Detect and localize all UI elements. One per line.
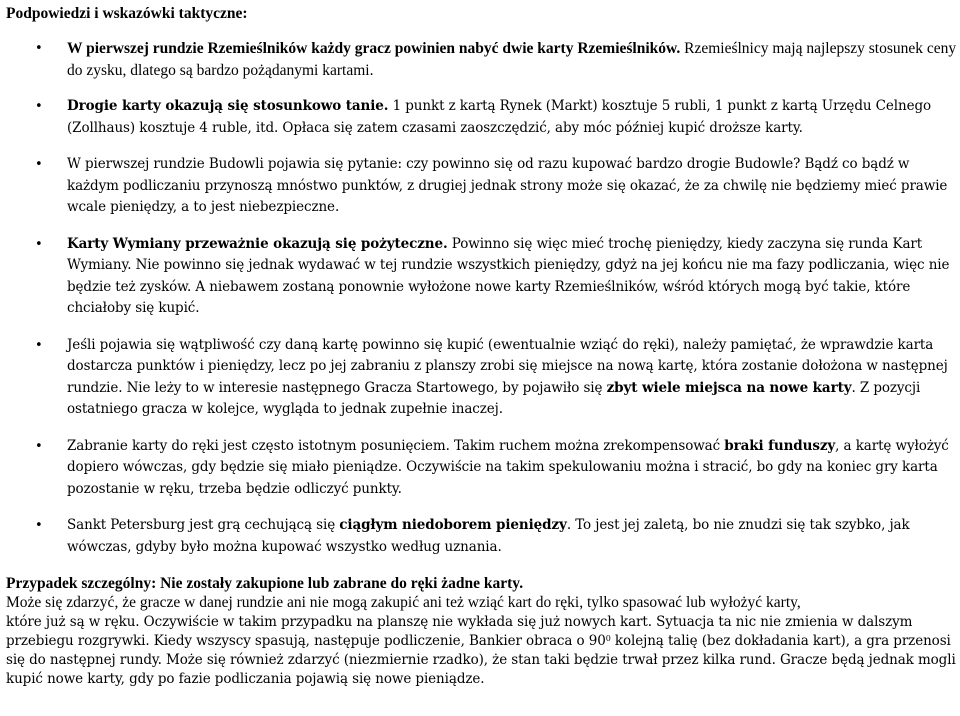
tips-heading: Podpowiedzi i wskazówki taktyczne: [6, 5, 248, 22]
document-page [6, 4, 958, 689]
degree-superscript: 0 [605, 634, 611, 643]
special-case-text-before: które już są w ręku. Oczywiście w takim przypadku na planszę nie wykłada się już nowych kart. Sytuacja ta nic nie zmienia w dalszym przebiegu rozgrywki. Kiedy wszyscy spasują, następuje podliczenie, Bankier obraca o 90 [6, 614, 913, 649]
tip-take-to-hand [6, 436, 958, 501]
special-case-intro: Może się zdarzyć, że gracze w danej rundzie ani nie mogą zakupić ani też wziąć kart do ręki, tylko spasować lub wyłożyć karty, [6, 594, 801, 611]
tip-expensive-cards [6, 96, 958, 139]
tip-text: Powinno się więc mieć trochę pieniędzy, kiedy zaczyna się runda Kart Wymiany. Nie powinno się jednak wydawać w tej rundzie wszystkich pieniędzy, gdyż na jej końcu nie ma fazy podliczania, więc nie będzie też zysków. A niebawem zostaną ponownie wyłożone nowe karty Rzemieślników, wśród których mogą być takie, które chciałoby się kupić. [67, 235, 950, 316]
tip-text: 1 punkt z kartą Rynek (Markt) kosztuje 5 rubli, 1 punkt z kartą Urzędu Celnego (Zollhaus) kosztuje 4 ruble, itd. Opłaca się zatem czasami zaoszczędzić, aby móc później kupić droższe karty. [67, 98, 932, 136]
special-case-heading: Przypadek szczególny: Nie zostały zakupione lub zabrane do ręki żadne karty. [6, 575, 524, 592]
tip-buildings [6, 154, 958, 219]
bullet-icon: • [35, 99, 43, 114]
tip-doubt [6, 335, 958, 421]
tip-text-before: Zabranie karty do ręki jest często istotnym posunięciem. Takim ruchem można zrekompensować [67, 437, 725, 454]
tip-craftsmen [6, 38, 958, 81]
special-case-text-after: kolejną talię (bez dokładania kart), a gra przenosi się do następnej rundy. Może się również zdarzyć (niezmiernie rzadko), że stan taki będzie trwał przez kilka rund. Gracze będą jednak mogli kupić nowe karty, gdy po fazie podliczania pojawią się nowe pieniądze. [6, 633, 956, 687]
special-case-body [6, 593, 958, 689]
tip-bold-mid: braki funduszy [724, 437, 836, 454]
tip-bold-mid: ciągłym niedoborem pieniędzy [339, 517, 567, 533]
tip-text-after: . Z pozycji ostatniego gracza w kolejce, wygląda to jednak zupełnie inaczej. [67, 379, 921, 417]
tip-bold-lead: W pierwszej rundzie Rzemieślników każdy gracz powinien nabyć dwie karty Rzemieślników. [67, 40, 681, 57]
tips-list [6, 38, 958, 558]
bullet-icon: • [35, 41, 43, 56]
tip-bold-mid: zbyt wiele miejsca na nowe karty [606, 379, 852, 396]
bullet-icon: • [35, 438, 43, 454]
tip-exchange [6, 234, 958, 320]
bullet-icon: • [35, 337, 43, 353]
bullet-icon: • [35, 518, 43, 533]
tip-money-shortage [6, 515, 958, 558]
tip-text-after: , a kartę wyłożyć dopiero wówczas, gdy będzie się miało pieniądze. Oczywiście na takim spekulowaniu można i stracić, bo gdy na koniec gry karta pozostanie w ręku, trzeba będzie odliczyć punkty. [67, 437, 949, 497]
tip-text-before: Sankt Petersburg jest grą cechującą się [67, 517, 340, 533]
tip-bold-lead: Drogie karty okazują się stosunkowo tanie. [67, 98, 389, 114]
bullet-icon: • [35, 236, 43, 252]
tip-text-before: Jeśli pojawia się wątpliwość czy daną kartę powinno się kupić (ewentualnie wziąć do ręki), należy pamiętać, że wprawdzie karta dostarcza punktów i pieniędzy, lecz po jej zabraniu z planszy zrobi się miejsce na nową kartę, która zostanie dołożona w następnej rundzie. Nie leży to w interesie następnego Gracza Startowego, by pojawiło się [67, 336, 948, 396]
tip-bold-lead: Karty Wymiany przeważnie okazują się pożyteczne. [67, 235, 448, 252]
bullet-icon: • [35, 157, 43, 172]
tip-text: Rzemieślnicy mają najlepszy stosunek ceny do zysku, dlatego są bardzo pożądanymi kartami. [67, 40, 957, 79]
tip-text-after: . To jest jej zaletą, bo nie znudzi się tak szybko, jak wówczas, gdyby było można kupować wszystko według uznania. [67, 517, 910, 555]
tip-text: W pierwszej rundzie Budowli pojawia się pytanie: czy powinno się od razu kupować bardzo drogie Budowle? Bądź co bądź w każdym podliczaniu przynoszą mnóstwo punktów, z drugiej jednak strony może się okazać, że za chwilę nie będziemy mieć prawie wcale pieniędzy, a to jest niebezpieczne. [67, 156, 948, 215]
